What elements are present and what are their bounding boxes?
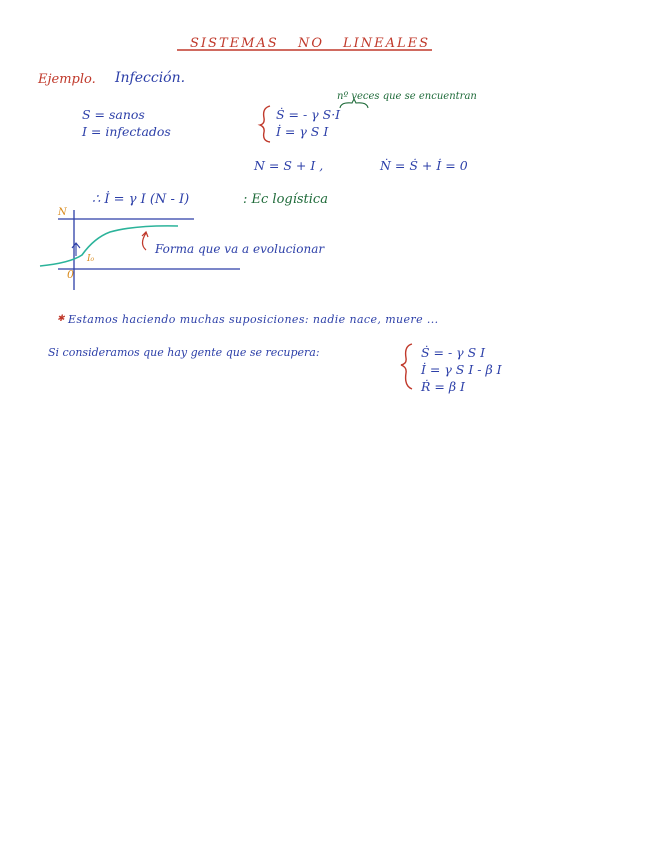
sketch-zero-label: 0 [67, 268, 74, 281]
annotation-overbrace [340, 99, 368, 108]
definition-sanos: S = sanos [82, 107, 145, 122]
system1-brace [260, 106, 270, 142]
system1-eq-s: Ṡ = - γ S·I [276, 107, 341, 122]
sketch-small-label: I₀ [87, 254, 95, 264]
sketch-up-arrow [72, 243, 80, 256]
logistic-label: : Ec logística [243, 192, 328, 207]
recovery-eq-i: İ = γ S I - β I [421, 362, 502, 377]
title-word-3: LINEALES [343, 36, 431, 51]
encounter-annotation: nº veces que se encuentran [337, 91, 477, 102]
sketch-n-label: N [58, 207, 67, 218]
recovery-brace [401, 344, 412, 389]
recovery-eq-s: Ṡ = - γ S I [421, 345, 486, 360]
sketch-indicator-arrow [142, 232, 148, 250]
sketch-caption: Forma que va a evolucionar [155, 242, 325, 256]
definition-infectados: I = infectados [82, 124, 171, 139]
title-word-1: SISTEMAS [190, 36, 279, 51]
recovery-intro: Si consideramos que hay gente que se recupera: [48, 346, 320, 359]
system1-eq-i: İ = γ S I [276, 124, 329, 139]
logistic-equation: ∴ İ = γ I (N - I) [92, 192, 190, 207]
assumption-bullet: ✱ [57, 314, 65, 324]
total-population: N = S + I , [254, 158, 324, 173]
sketch-logistic-curve [40, 226, 178, 266]
example-label: Ejemplo. [38, 72, 96, 87]
recovery-eq-r: Ṙ = β I [421, 379, 465, 394]
total-derivative: Ṅ = Ṡ + İ = 0 [380, 158, 468, 173]
example-topic: Infección. [115, 70, 186, 86]
assumptions-text: Estamos haciendo muchas suposiciones: nadie nace, muere ... [68, 313, 439, 326]
title-word-2: NO [298, 36, 325, 51]
